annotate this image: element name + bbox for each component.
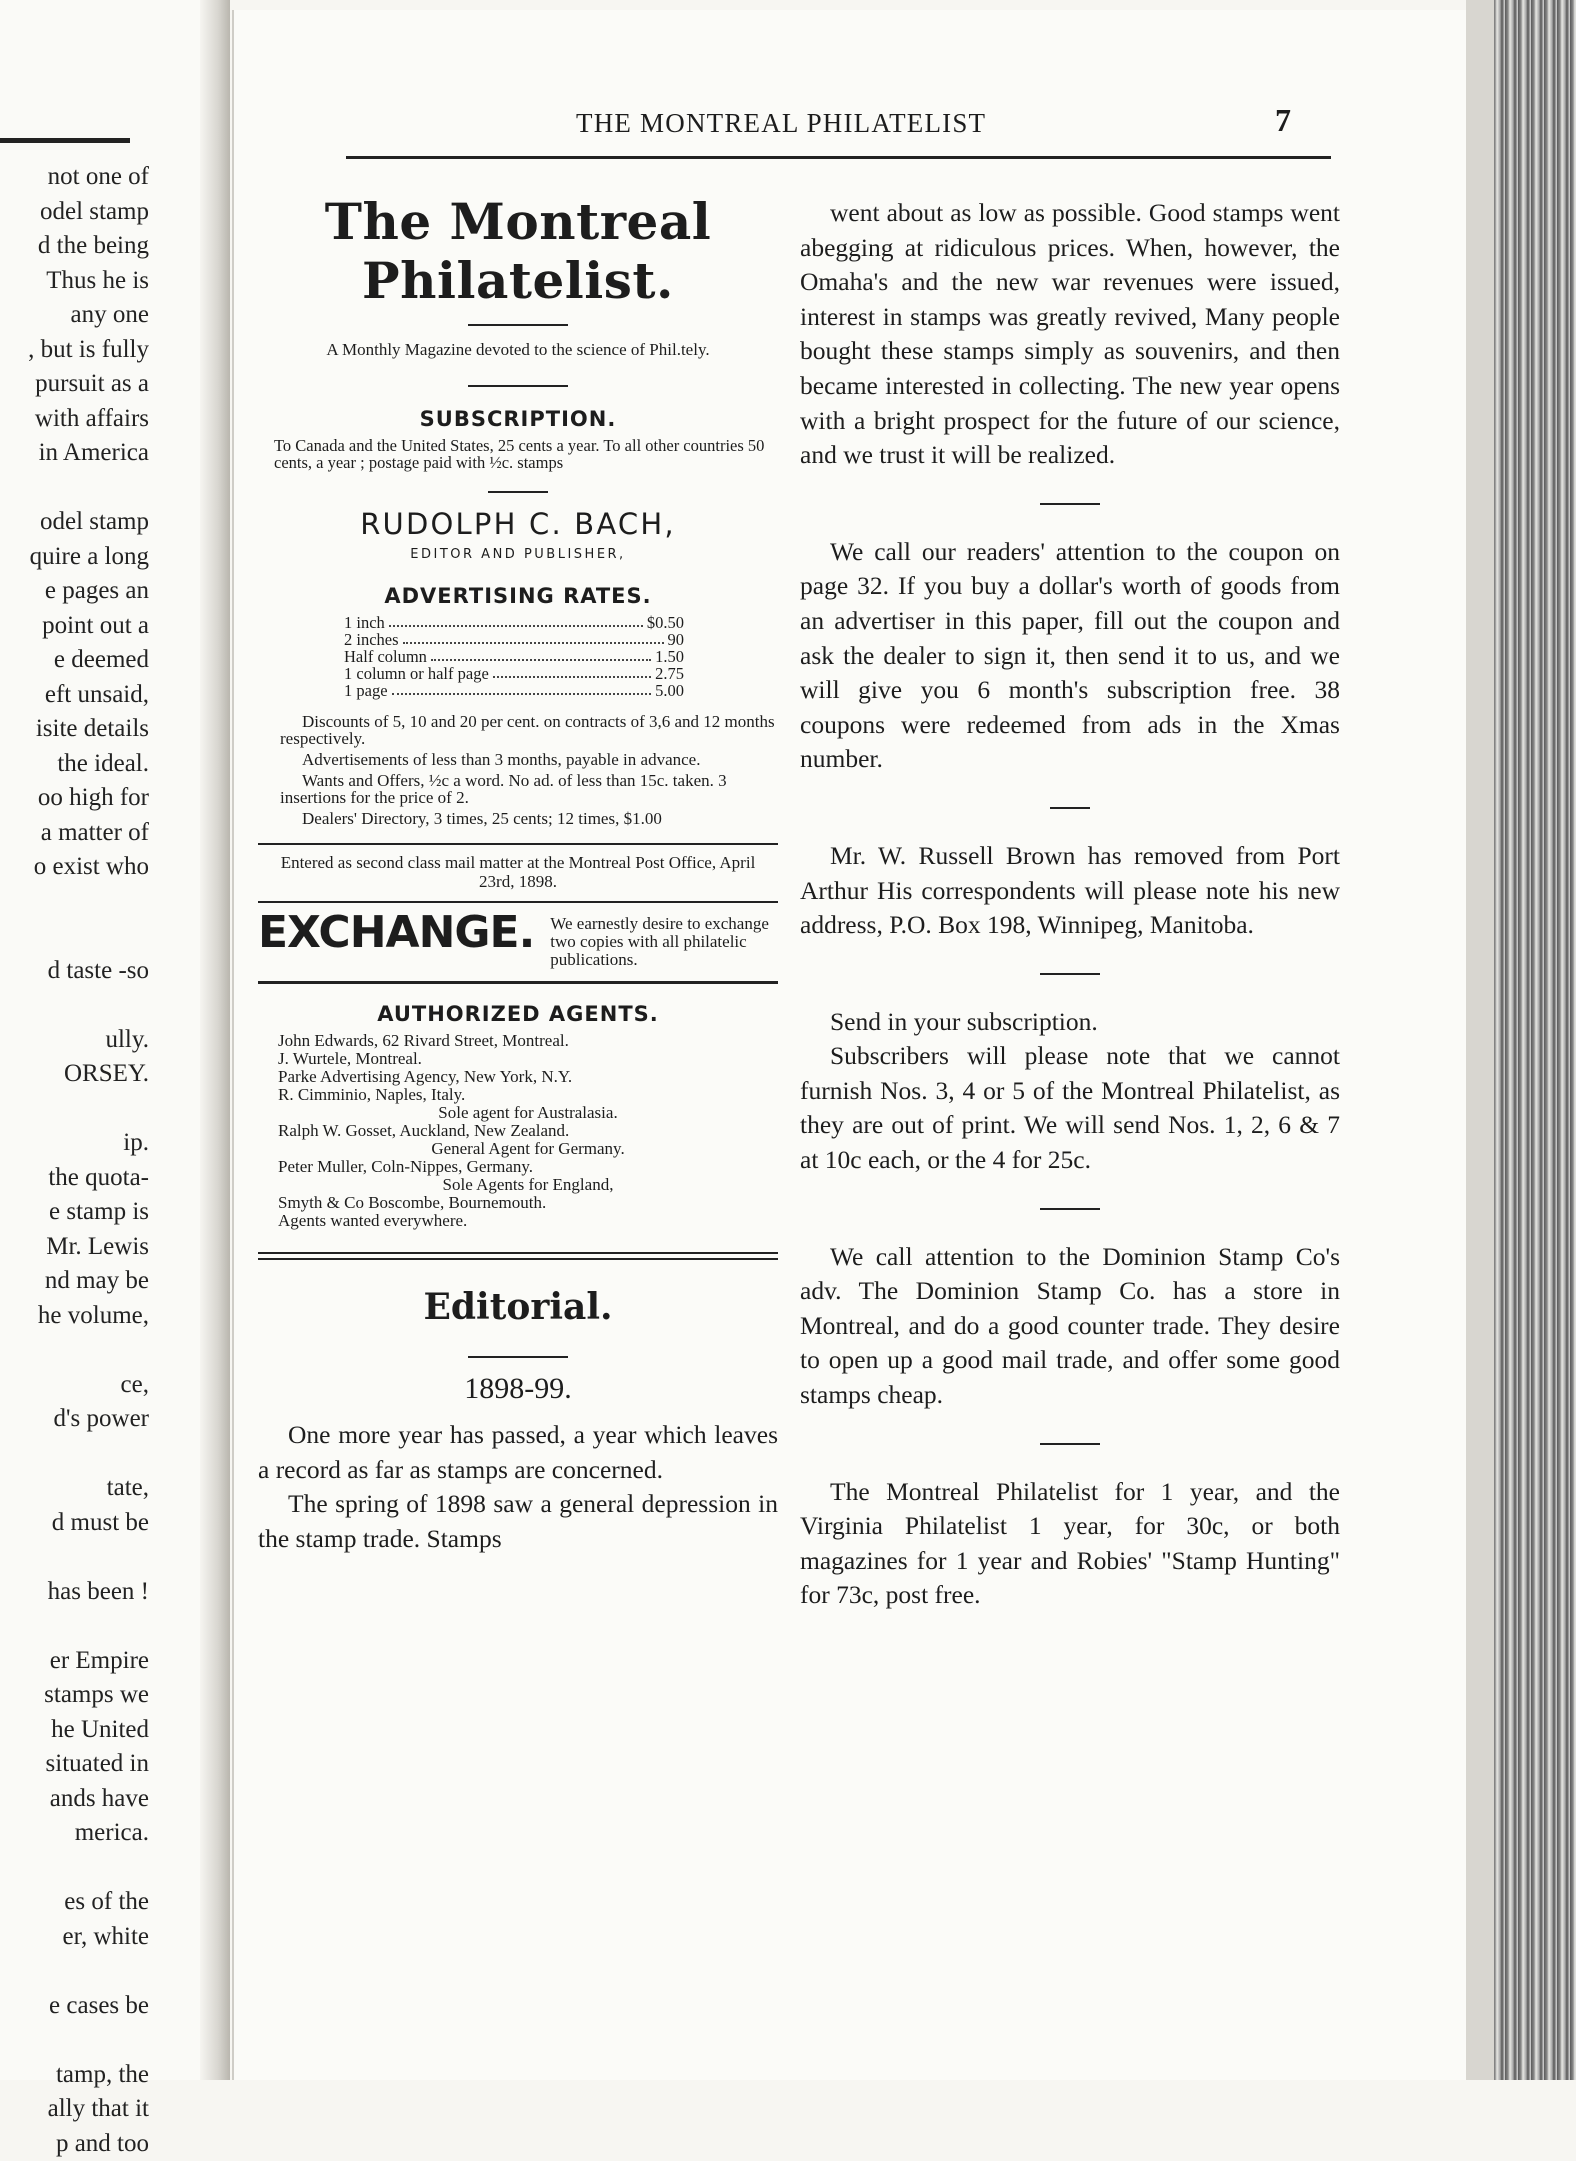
running-title: THE MONTREAL PHILATELIST [576,108,986,139]
agent-entry: Sole agent for Australasia. [278,1104,778,1122]
previous-page-line [0,885,149,920]
column-paragraph: We call our readers' attention to the coupon on page 32. If you buy a dollar's worth of goods from an advertiser in this paper, fill out the coupon and ask the dealer to sign it, then send it to us, and we will give you 6 month's subscription free. 38 coupons were redeemed from ads in the Xmas number. [800,535,1340,777]
previous-page-line: nd may be [0,1264,149,1299]
divider [1050,807,1090,809]
right-column [800,196,1340,1613]
previous-page-line [0,1851,149,1886]
previous-page-line: er, white [0,1920,149,1955]
agent-entry: Parke Advertising Agency, New York, N.Y. [278,1068,778,1086]
leader-dots [431,648,651,661]
previous-page-line: d taste -so [0,954,149,989]
previous-page-text [0,160,149,2161]
editorial-year: 1898-99. [258,1372,778,1406]
previous-page-line: the quota- [0,1161,149,1196]
ad-note: Discounts of 5, 10 and 20 per cent. on contracts of 3,6 and 12 months respectively. [280,713,778,747]
agent-entry: Sole Agents for England, [278,1176,778,1194]
leader-dots [392,682,652,695]
previous-page-line: tamp, the [0,2058,149,2093]
agent-entry: Agents wanted everywhere. [278,1212,778,1230]
previous-page-line: er Empire [0,1644,149,1679]
previous-page-line: Mr. Lewis [0,1230,149,1265]
subscription-text: To Canada and the United States, 25 cents a year. To all other countries 50 cents, a year ; postage paid with ½c. stamps [258,437,778,471]
previous-page-line: odel stamp [0,195,149,230]
previous-page-line [0,1609,149,1644]
previous-page-line: stamps we [0,1678,149,1713]
previous-page-line [0,919,149,954]
previous-page-line: eft unsaid, [0,678,149,713]
previous-page-line: ce, [0,1368,149,1403]
previous-page-line: quire a long [0,540,149,575]
previous-page-line: ip. [0,1126,149,1161]
rate-label: Half column [344,648,427,665]
previous-page-line: any one [0,298,149,333]
previous-page-line [0,471,149,506]
ad-note: Wants and Offers, ½c a word. No ad. of less than 15c. taken. 3 insertions for the price of 2. [280,772,778,806]
editor-name: RUDOLPH C. BACH, [258,507,778,541]
previous-page-line: es of the [0,1885,149,1920]
previous-page-line: d the being [0,229,149,264]
divider [1040,1208,1100,1210]
previous-page-line: d must be [0,1506,149,1541]
rate-value: 5.00 [655,682,684,699]
previous-page-line: d's power [0,1402,149,1437]
previous-page-line: ands have [0,1782,149,1817]
rates-table [344,614,684,699]
agent-entry: General Agent for Germany. [278,1140,778,1158]
previous-page-line: pursuit as a [0,367,149,402]
previous-page-line: Thus he is [0,264,149,299]
previous-page-line: , but is fully [0,333,149,368]
previous-page-line: ully. [0,1023,149,1058]
divider [258,1252,778,1260]
rate-value: $0.50 [647,614,684,631]
column-paragraph: went about as low as possible. Good stamps went abegging at ridiculous prices. When, however, the Omaha's and the new war revenues were issued, interest in stamps was greatly revived, Many people bought these stamps simply as souvenirs, and then became interested in collecting. The new year opens with a bright prospect for the future of our science, and we trust it will be realized. [800,196,1340,473]
divider [468,324,568,326]
exchange-text: We earnestly desire to exchange two copies with all philatelic publications. [550,911,778,969]
exchange-notice [258,911,778,969]
agents-list [278,1032,778,1230]
leader-dots [403,631,664,644]
tagline: A Monthly Magazine devoted to the science of Phil.tely. [258,340,778,359]
ad-note: Dealers' Directory, 3 times, 25 cents; 12 times, $1.00 [280,810,778,827]
divider [1040,503,1100,505]
previous-page-line: odel stamp [0,505,149,540]
book-spine [200,0,230,2080]
divider [258,901,778,903]
running-header [346,108,1331,152]
rate-value: 2.75 [655,665,684,682]
editorial-paragraph [258,1418,778,1556]
previous-page-line: tate, [0,1471,149,1506]
page-number: 7 [1275,102,1291,139]
divider [1040,973,1100,975]
previous-page-line: p and too [0,2127,149,2161]
agent-entry: R. Cimminio, Naples, Italy. [278,1086,778,1104]
editorial-heading: Editorial. [258,1286,778,1328]
left-column [258,186,778,1556]
previous-page-line: ORSEY. [0,1057,149,1092]
agent-entry: Ralph W. Gosset, Auckland, New Zealand. [278,1122,778,1140]
column-paragraph: Mr. W. Russell Brown has removed from Port Arthur His correspondents will please note his new address, P.O. Box 198, Winnipeg, Manitoba. [800,839,1340,943]
previous-page-line: not one of [0,160,149,195]
previous-page-line: the ideal. [0,747,149,782]
previous-page-line [0,988,149,1023]
leader-dots [389,614,643,627]
previous-page-line: with affairs [0,402,149,437]
previous-page-line [0,1540,149,1575]
previous-page-line: e pages an [0,574,149,609]
previous-page-line [0,1954,149,1989]
previous-page-rule [0,138,130,143]
previous-page-line: isite details [0,712,149,747]
previous-page-fragment [0,0,215,2080]
rate-label: 1 column or half page [344,665,489,682]
divider [468,1356,568,1358]
divider [488,491,548,493]
page-edges [1466,0,1576,2080]
divider [258,843,778,845]
previous-page-line: situated in [0,1747,149,1782]
column-paragraph: The Montreal Philatelist for 1 year, and the Virginia Philatelist 1 year, for 30c, or both magazines for 1 year and Robies' "Stamp Hunting" for 73c, post free. [800,1475,1340,1613]
previous-page-line: has been ! [0,1575,149,1610]
rate-row [344,614,684,631]
editorial-p1: One more year has passed, a year which leaves a record as far as stamps are concerned. [258,1418,778,1487]
rate-label: 2 inches [344,631,399,648]
agent-entry: John Edwards, 62 Rivard Street, Montreal. [278,1032,778,1050]
column-paragraph: Subscribers will please note that we cannot furnish Nos. 3, 4 or 5 of the Montreal Philatelist, as they are out of print. We will send Nos. 1, 2, 6 & 7 at 10c each, or the 4 for 25c. [800,1039,1340,1177]
previous-page-line: he United [0,1713,149,1748]
previous-page-line: he volume, [0,1299,149,1334]
agent-entry: Peter Muller, Coln-Nippes, Germany. [278,1158,778,1176]
rate-label: 1 inch [344,614,385,631]
previous-page-line: point out a [0,609,149,644]
ad-note: Advertisements of less than 3 months, payable in advance. [280,751,778,768]
previous-page-line [0,1437,149,1472]
advertising-notes [258,713,778,827]
previous-page-line: oo high for [0,781,149,816]
header-rule [346,156,1331,159]
divider [258,981,778,984]
editorial-p2: The spring of 1898 saw a general depression in the stamp trade. Stamps [258,1487,778,1556]
advertising-heading: ADVERTISING RATES. [258,584,778,608]
masthead-title: The Montreal Philatelist. [258,192,778,310]
subscription-heading: SUBSCRIPTION. [258,407,778,431]
previous-page-line: a matter of [0,816,149,851]
column-paragraph: Send in your subscription. [800,1005,1340,1040]
previous-page-line [0,1333,149,1368]
leader-dots [493,665,651,678]
editor-role: EDITOR AND PUBLISHER, [258,547,778,562]
rate-value: 90 [668,631,685,648]
previous-page-line: in America [0,436,149,471]
exchange-word: EXCHANGE. [258,911,534,955]
divider [1040,1443,1100,1445]
previous-page-line: e deemed [0,643,149,678]
previous-page-line: o exist who [0,850,149,885]
previous-page-line: ally that it [0,2092,149,2127]
previous-page-line: e cases be [0,1989,149,2024]
rate-row [344,631,684,648]
agent-entry: J. Wurtele, Montreal. [278,1050,778,1068]
previous-page-line [0,1092,149,1127]
agent-entry: Smyth & Co Boscombe, Bournemouth. [278,1194,778,1212]
agents-heading: AUTHORIZED AGENTS. [258,1002,778,1026]
rate-value: 1.50 [655,648,684,665]
previous-page-line: e stamp is [0,1195,149,1230]
rate-row [344,648,684,665]
rate-row [344,682,684,699]
column-paragraph: We call attention to the Dominion Stamp Co's adv. The Dominion Stamp Co. has a store in Montreal, and do a good counter trade. They desire to open up a good mail trade, and offer some good stamps cheap. [800,1240,1340,1413]
divider [468,385,568,387]
previous-page-line: merica. [0,1816,149,1851]
entered-notice: Entered as second class mail matter at the Montreal Post Office, April 23rd, 1898. [258,853,778,891]
previous-page-line [0,2023,149,2058]
rate-label: 1 page [344,682,388,699]
rate-row [344,665,684,682]
